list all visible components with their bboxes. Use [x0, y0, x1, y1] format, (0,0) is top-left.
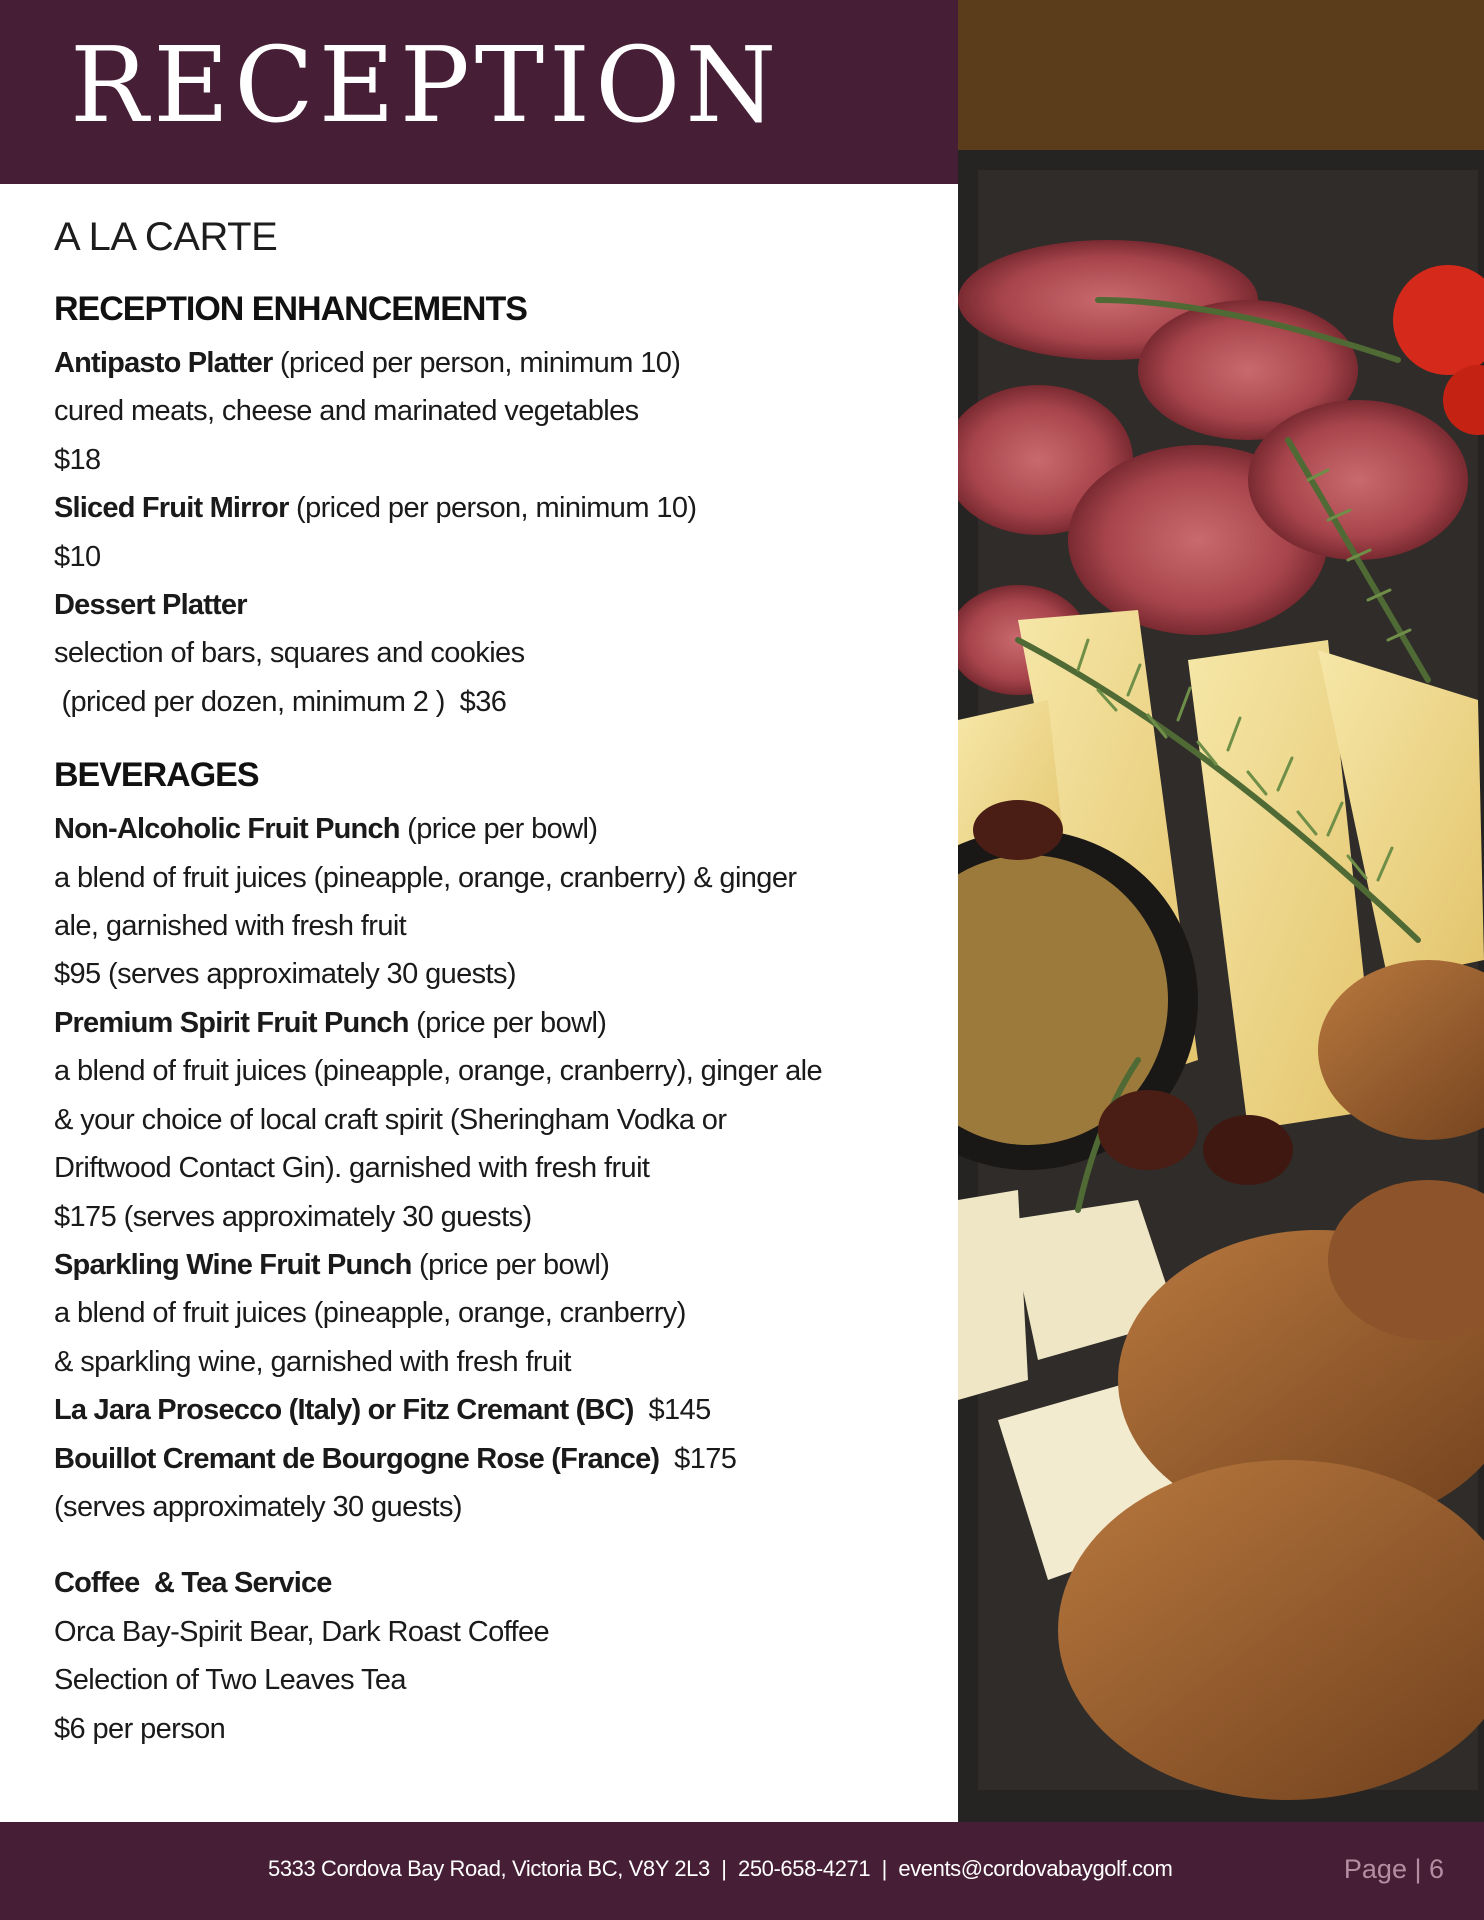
item-name: Sparkling Wine Fruit Punch [54, 1248, 412, 1281]
item-name: Antipasto Platter [54, 347, 273, 379]
item-description: & your choice of local craft spirit (Sheringham Vodka or [54, 1103, 727, 1136]
item-description: a blend of fruit juices (pineapple, orange, cranberry) [54, 1297, 686, 1330]
antipasto-item [54, 339, 934, 387]
item-description: cured meats, cheese and marinated vegetables [54, 395, 639, 428]
item-name: Premium Spirit Fruit Punch [54, 1006, 409, 1039]
item-price: $18 [54, 443, 101, 476]
option-price: $145 [633, 1394, 711, 1427]
menu-content [54, 215, 934, 1753]
item-description: ale, garnished with fresh fruit [54, 910, 407, 943]
section-heading: A LA CARTE [54, 215, 278, 259]
premium-spirit-punch-item [54, 999, 934, 1047]
charcuterie-illustration [958, 0, 1484, 1822]
item-description: Driftwood Contact Gin). garnished with fresh fruit [54, 1152, 650, 1185]
page-title: RECEPTION [70, 24, 782, 146]
coffee-tea-title [54, 1559, 934, 1607]
item-pricing: (priced per dozen, minimum 2 ) $36 [54, 685, 507, 718]
item-note: (price per bowl) [411, 1248, 610, 1281]
enhancements-title: RECEPTION ENHANCEMENTS [54, 290, 527, 328]
option-name: La Jara Prosecco (Italy) or Fitz Cremant (BC) [54, 1394, 634, 1427]
item-note: (priced per person, minimum 10) [272, 347, 681, 379]
coffee-tea-price: $6 per person [54, 1712, 226, 1745]
item-name: Non-Alcoholic Fruit Punch [54, 813, 400, 846]
wine-option [54, 1386, 934, 1434]
page-number: Page | 6 [1343, 1854, 1444, 1884]
item-description: selection of bars, squares and cookies [54, 637, 525, 670]
item-description: a blend of fruit juices (pineapple, orange, cranberry), ginger ale [54, 1055, 823, 1088]
footer-contact: 5333 Cordova Bay Road, Victoria BC, V8Y 2L3 | 250-658-4271 | events@cordovabaygolf.com [268, 1856, 1173, 1881]
item-serves: (serves approximately 30 guests) [54, 1490, 462, 1523]
item-note: (priced per person, minimum 10) [288, 492, 697, 525]
beverages-title: BEVERAGES [54, 756, 259, 795]
option-name: Bouillot Cremant de Bourgogne Rose (France) [54, 1442, 660, 1475]
item-note: (price per bowl) [408, 1006, 607, 1039]
footer-bar [0, 1822, 1484, 1920]
sparkling-wine-punch-item [54, 1241, 934, 1289]
item-price: $175 (serves approximately 30 guests) [54, 1200, 532, 1233]
coffee-line: Orca Bay-Spirit Bear, Dark Roast Coffee [54, 1615, 550, 1648]
item-price: $95 (serves approximately 30 guests) [54, 958, 516, 991]
header-banner [0, 0, 958, 184]
coffee-tea-heading: Coffee & Tea Service [54, 1567, 332, 1600]
dessert-item [54, 581, 934, 629]
item-name: Dessert Platter [54, 589, 247, 622]
wine-option [54, 1435, 934, 1483]
item-price: $10 [54, 540, 101, 573]
non-alcoholic-punch-item [54, 805, 934, 853]
item-note: (price per bowl) [399, 813, 598, 846]
item-description: & sparkling wine, garnished with fresh fruit [54, 1345, 571, 1378]
option-price: $175 [659, 1442, 737, 1475]
fruit-mirror-item [54, 484, 934, 532]
tea-line: Selection of Two Leaves Tea [54, 1664, 406, 1697]
charcuterie-photo [958, 0, 1484, 1822]
item-name: Sliced Fruit Mirror [54, 492, 289, 525]
item-description: a blend of fruit juices (pineapple, orange, cranberry) & ginger [54, 861, 797, 894]
